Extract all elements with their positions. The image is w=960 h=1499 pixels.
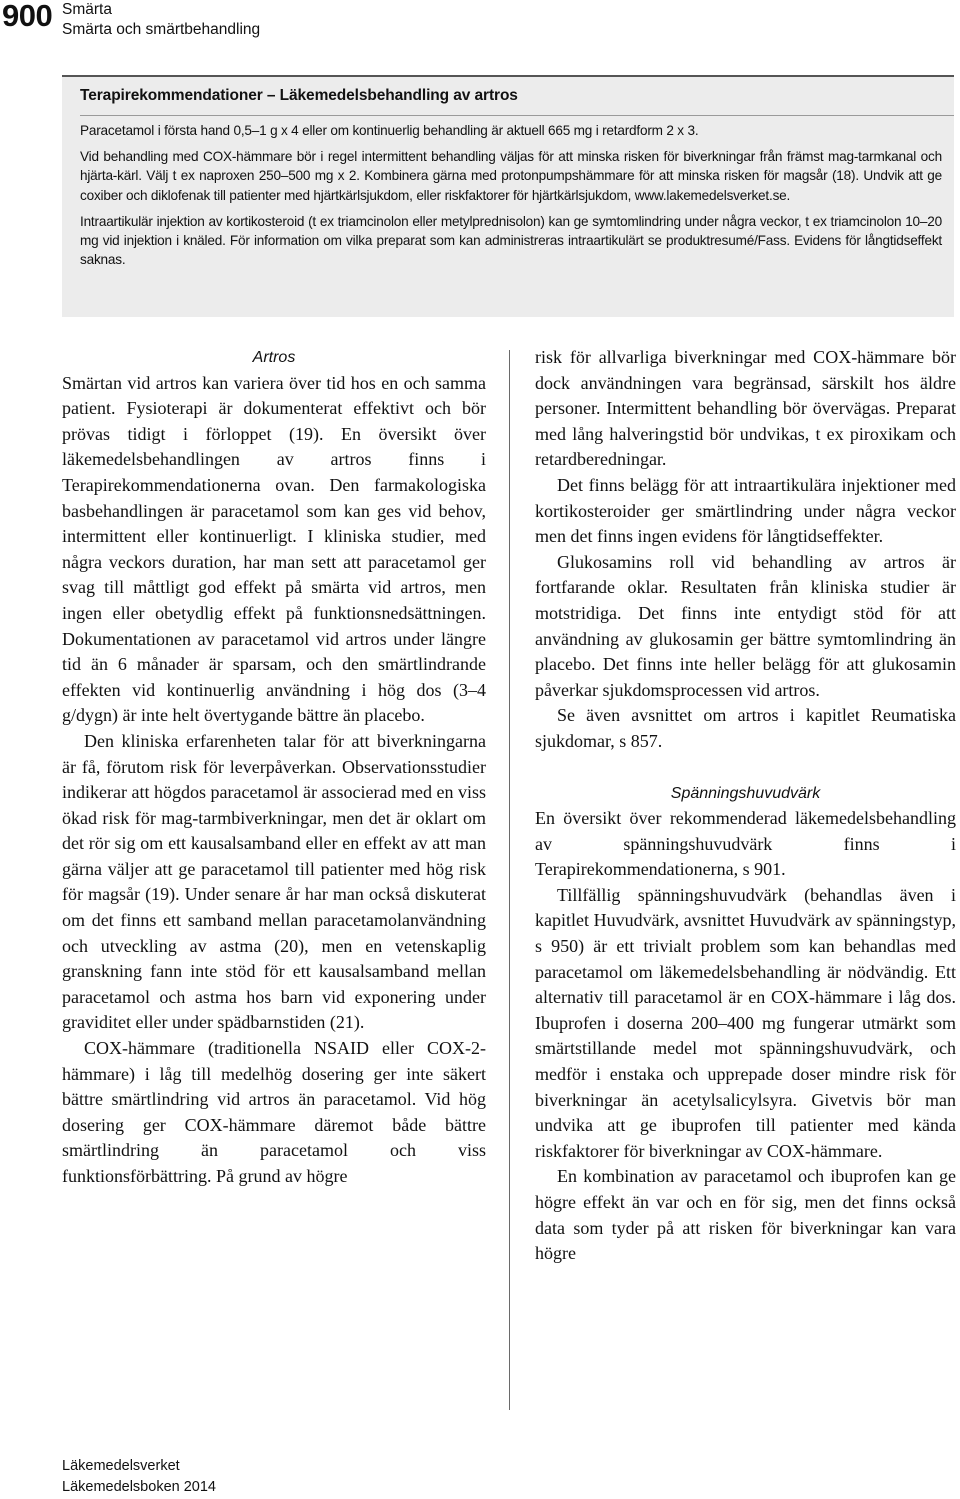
right-column: [535, 345, 956, 1267]
page-number: 900: [2, 0, 53, 33]
recommendation-box-body: [80, 121, 942, 276]
section-title: Smärta och smärtbehandling: [62, 21, 261, 38]
recommendation-box: [62, 75, 954, 317]
footer-book: Läkemedelsboken 2014: [62, 1479, 216, 1495]
paragraph: Det finns belägg för att intraartikulära injektioner med kortikosteroider ger smärtlindring under några veckor men det finns ingen evidens för långtidseffekter.: [535, 474, 956, 547]
running-header: [62, 0, 260, 40]
column-divider: [509, 350, 510, 1410]
chapter-title: Smärta: [62, 1, 112, 18]
paragraph: COX-hämmare (traditionella NSAID eller COX-2-hämmare) i låg till medelhög dosering ger inte säkert bättre smärtlindring vid artros än paracetamol. Vid hög dosering ger COX-hämmare däremot både bättre smärtlindring än paracetamol och viss funktionsförbättring. På grund av högre: [62, 1038, 486, 1186]
heading-spanningshuvudvark: Spänningshuvudvärk: [670, 784, 821, 802]
paragraph: risk för allvarliga biverkningar med COX-hämmare bör dock användningen vara begränsad, särskilt hos äldre personer. Intermittent behandling bör övervägas. Preparat med lång halveringstid bör undvikas, t ex piroxikam och retardberedningar.: [535, 347, 956, 470]
recommendation-intraarticular: Intraartikulär injektion av kortikosteroid (t ex triamcinolon eller metylprednisolon) kan ge symtomlindring under några veckor, t ex triamcinolon 10–20 mg vid injektion i knäled. För information om vilka preparat som kan administreras intraartikulärt se produktresumé/Fass. Evidens för långtidseffekt saknas.: [80, 213, 942, 268]
page-footer: [62, 1456, 216, 1498]
paragraph: En översikt över rekommenderad läkemedelsbehandling av spänningshuvudvärk finns i Terapirekommendationerna, s 901.: [535, 808, 956, 880]
recommendation-box-title: Terapirekommendationer – Läkemedelsbehandling av artros: [80, 87, 518, 104]
paragraph: Den kliniska erfarenheten talar för att biverkningarna är få, förutom risk för leverpåverkan. Observationsstudier indikerar att högdos paracetamol är associerad med en viss ökad risk för mag-tarmbiverkningar, men det är oklart om det rör sig om ett kausalsamband eller en effekt av att man gärna väljer att ge paracetamol till patienter med hög risk för magsår (19). Under senare år har man också diskuterat om det finns ett samband mellan paracetamolanvändning och utveckling av astma (20), men en vetenskaplig granskning fann inte stöd för ett kausalsamband mellan paracetamol och astma hos barn vid exponering under graviditet eller under spädbarnstiden (21).: [62, 730, 486, 1033]
left-column: [62, 345, 486, 1190]
recommendation-cox: Vid behandling med COX-hämmare bör i regel intermittent behandling väljas för att minska risken för biverkningar från främst mag-tarmkanal och hjärta-kärl. Välj t ex naproxen 250–500 mg x 2. Kombinera gärna med protonpumpshämmare för att minska risken för magsår (18). Undvik att ge coxiber och diklofenak till patienter med hjärtkärlsjukdom, eller riskfaktorer för hjärtkärlsjukdom, www.lakemedelsverket.se.: [80, 149, 942, 203]
paragraph: Tillfällig spänningshuvudvärk (behandlas även i kapitlet Huvudvärk, avsnittet Huvudvärk av spänningstyp, s 950) är ett trivialt problem som kan behandlas med paracetamol om läkemedelsbehandling är nödvändig. Ett alternativ till paracetamol är en COX-hämmare i låg dos. Ibuprofen i doserna 200–400 mg fungerar utmärkt som smärtstillande medel mot spänningshuvudvärk, och medför i enstaka och upprepade doser mindre risk för biverkningar än acetylsalicylsyra. Givetvis bör man undvika att ge ibuprofen till patienter med kända riskfaktorer för biverkningar av COX-hämmare.: [535, 884, 956, 1161]
heading-artros: Artros: [252, 349, 296, 366]
paragraph: En kombination av paracetamol och ibuprofen kan ge högre effekt än var och en för sig, men det finns också data som tyder på att risken för biverkningar kan vara högre: [535, 1166, 956, 1264]
paragraph: Se även avsnittet om artros i kapitlet Reumatiska sjukdomar, s 857.: [535, 705, 956, 751]
paragraph: Glukosamins roll vid behandling av artros är fortfarande oklar. Resultaten från kliniska studier är motstridiga. Det finns inte entydigt stöd för att användning av glukosamin ger bättre symtomlindring än placebo. Det finns inte heller belägg för att glukosamin påverkar sjukdomsprocessen vid artros.: [535, 551, 956, 700]
recommendation-box-divider: [80, 115, 954, 116]
footer-publisher: Läkemedelsverket: [62, 1458, 180, 1474]
paragraph: Smärtan vid artros kan variera över tid hos en och samma patient. Fysioterapi är dokumenterat effektivt och bör prövas tidigt i förloppet (19). En översikt över läkemedelsbehandlingen av artros finns i Terapirekommendationerna ovan. Den farmakologiska basbehandlingen är paracetamol som kan ges vid behov, intermittent eller kontinuerligt. I kliniska studier, med några veckors duration, har man sett att paracetamol ger svag till måttligt god effekt på smärta vid artros, men ingen eller obetydlig effekt på funktionsnedsättningen. Dokumentationen av paracetamol vid artros under längre tid än 6 månader är sparsam, och den smärtlindrande effekten vid kontinuerlig användning i hög dos (3–4 g/dygn) är inte helt övertygande bättre än placebo.: [62, 372, 486, 726]
recommendation-paracetamol: Paracetamol i första hand 0,5–1 g x 4 eller om kontinuerlig behandling är aktuell 665 mg i retardform 2 x 3.: [80, 123, 699, 138]
